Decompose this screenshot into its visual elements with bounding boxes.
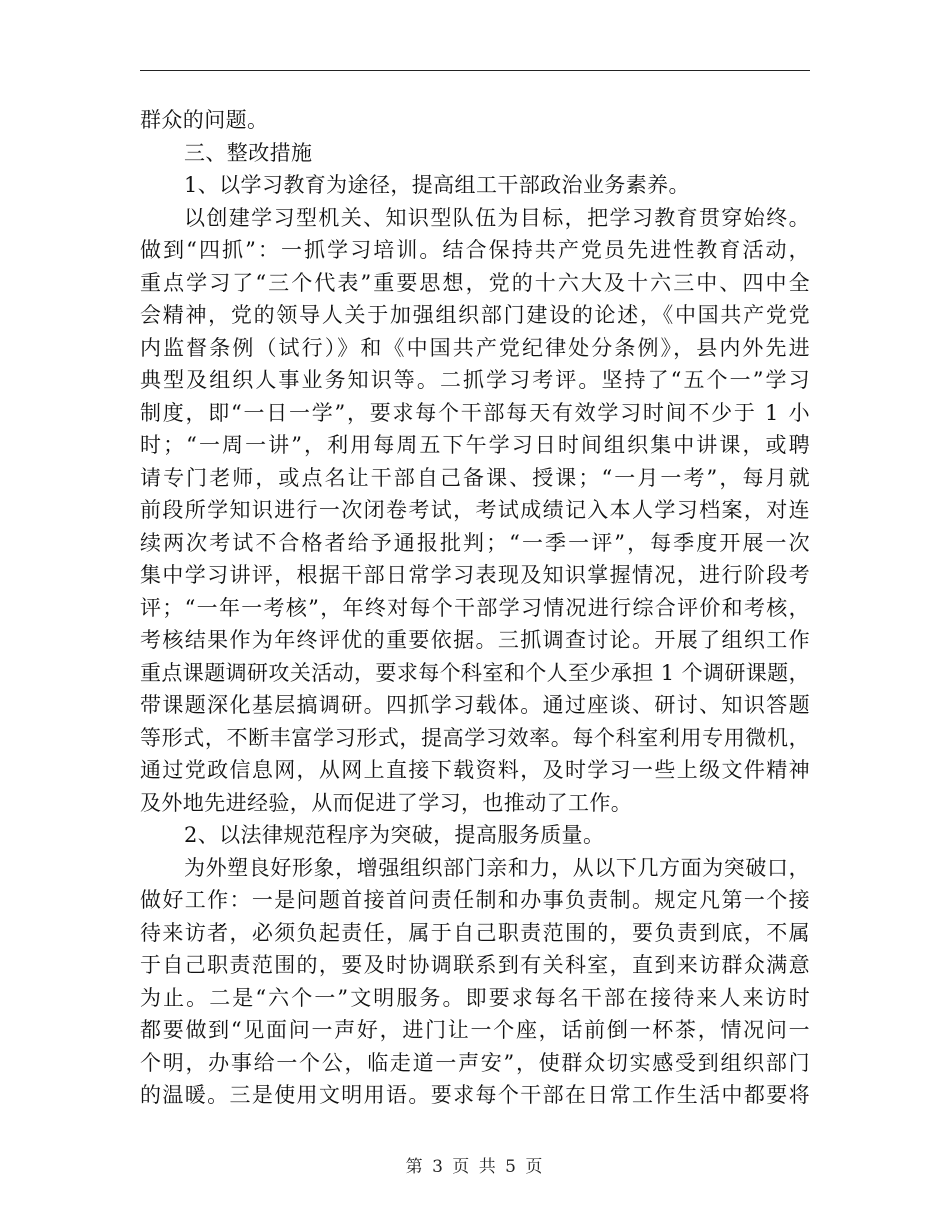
text-line: 做好工作：一是问题首接首问责任制和办事负责制。规定凡第一个接 bbox=[140, 888, 811, 912]
body-text bbox=[140, 104, 810, 1112]
text-line: 会精神，党的领导人关于加强组织部门建设的论述，《中国共产党党 bbox=[140, 303, 812, 327]
text-line: 续两次考试不合格者给予通报批判；“一季一评”，每季度开展一次 bbox=[140, 530, 812, 555]
text-line: 通过党政信息网，从网上直接下载资料，及时学习一些上级文件精神 bbox=[140, 758, 811, 782]
text-line: 1、以学习教育为途径，提高组工干部政治业务素养。 bbox=[184, 173, 690, 197]
text-line: 的温暖。三是使用文明用语。要求每个干部在日常工作生活中都要将 bbox=[140, 1083, 811, 1107]
text-line: 前段所学知识进行一次闭卷考试，考试成绩记入本人学习档案，对连 bbox=[140, 498, 811, 522]
text-line: 带课题深化基层搞调研。四抓学习载体。通过座谈、研讨、知识答题 bbox=[140, 693, 811, 717]
text-line: 个明，办事给一个公，临走道一声安”，使群众切实感受到组织部门 bbox=[140, 1050, 812, 1075]
text-line: 为外塑良好形象，增强组织部门亲和力，从以下几方面为突破口， bbox=[184, 855, 811, 880]
header-rule bbox=[140, 70, 810, 71]
text-line: 做到“四抓”：一抓学习培训。结合保持共产党员先进性教育活动， bbox=[140, 238, 812, 262]
text-line: 三、整改措施 bbox=[184, 140, 313, 165]
text-line: 集中学习讲评，根据干部日常学习表现及知识掌握情况，进行阶段考 bbox=[140, 563, 811, 587]
text-line: 2、以法律规范程序为突破，提高服务质量。 bbox=[184, 823, 605, 847]
text-line: 考核结果作为年终评优的重要依据。三抓调查讨论。开展了组织工作 bbox=[140, 628, 811, 652]
text-line: 都要做到“见面问一声好，进门让一个座，话前倒一杯茶，情况问一 bbox=[140, 1018, 812, 1042]
text-line: 内监督条例（试行）》和《中国共产党纪律处分条例》，县内外先进 bbox=[140, 335, 812, 360]
text-line: 为止。二是“六个一”文明服务。即要求每名干部在接待来人来访时 bbox=[140, 985, 812, 1010]
text-line: 以创建学习型机关、知识型队伍为目标，把学习教育贯穿始终。 bbox=[184, 205, 811, 230]
text-line: 群众的问题。 bbox=[140, 108, 269, 132]
text-line: 等形式，不断丰富学习形式，提高学习效率。每个科室利用专用微机， bbox=[140, 725, 811, 750]
text-line: 评；“一年一考核”，年终对每个干部学习情况进行综合评价和考核， bbox=[140, 595, 811, 620]
page-footer: 第 3 页 共 5 页 bbox=[405, 1157, 545, 1177]
text-line: 于自己职责范围的，要及时协调联系到有关科室，直到来访群众满意 bbox=[140, 953, 811, 977]
text-line: 重点学习了“三个代表”重要思想，党的十六大及十六三中、四中全 bbox=[140, 270, 812, 295]
text-line: 重点课题调研攻关活动，要求每个科室和个人至少承担 1 个调研课题， bbox=[140, 660, 810, 685]
text-line: 待来访者，必须负起责任，属于自己职责范围的，要负责到底，不属 bbox=[140, 920, 811, 945]
text-line: 及外地先进经验，从而促进了学习，也推动了工作。 bbox=[140, 790, 633, 815]
text-line: 请专门老师，或点名让干部自己备课、授课；“一月一考”，每月就 bbox=[140, 465, 812, 490]
text-line: 典型及组织人事业务知识等。二抓学习考评。坚持了“五个一”学习 bbox=[140, 368, 812, 392]
text-line: 制度，即“一日一学”，要求每个干部每天有效学习时间不少于 1 小 bbox=[140, 400, 812, 425]
text-line: 时；“一周一讲”，利用每周五下午学习日时间组织集中讲课，或聘 bbox=[140, 433, 812, 457]
